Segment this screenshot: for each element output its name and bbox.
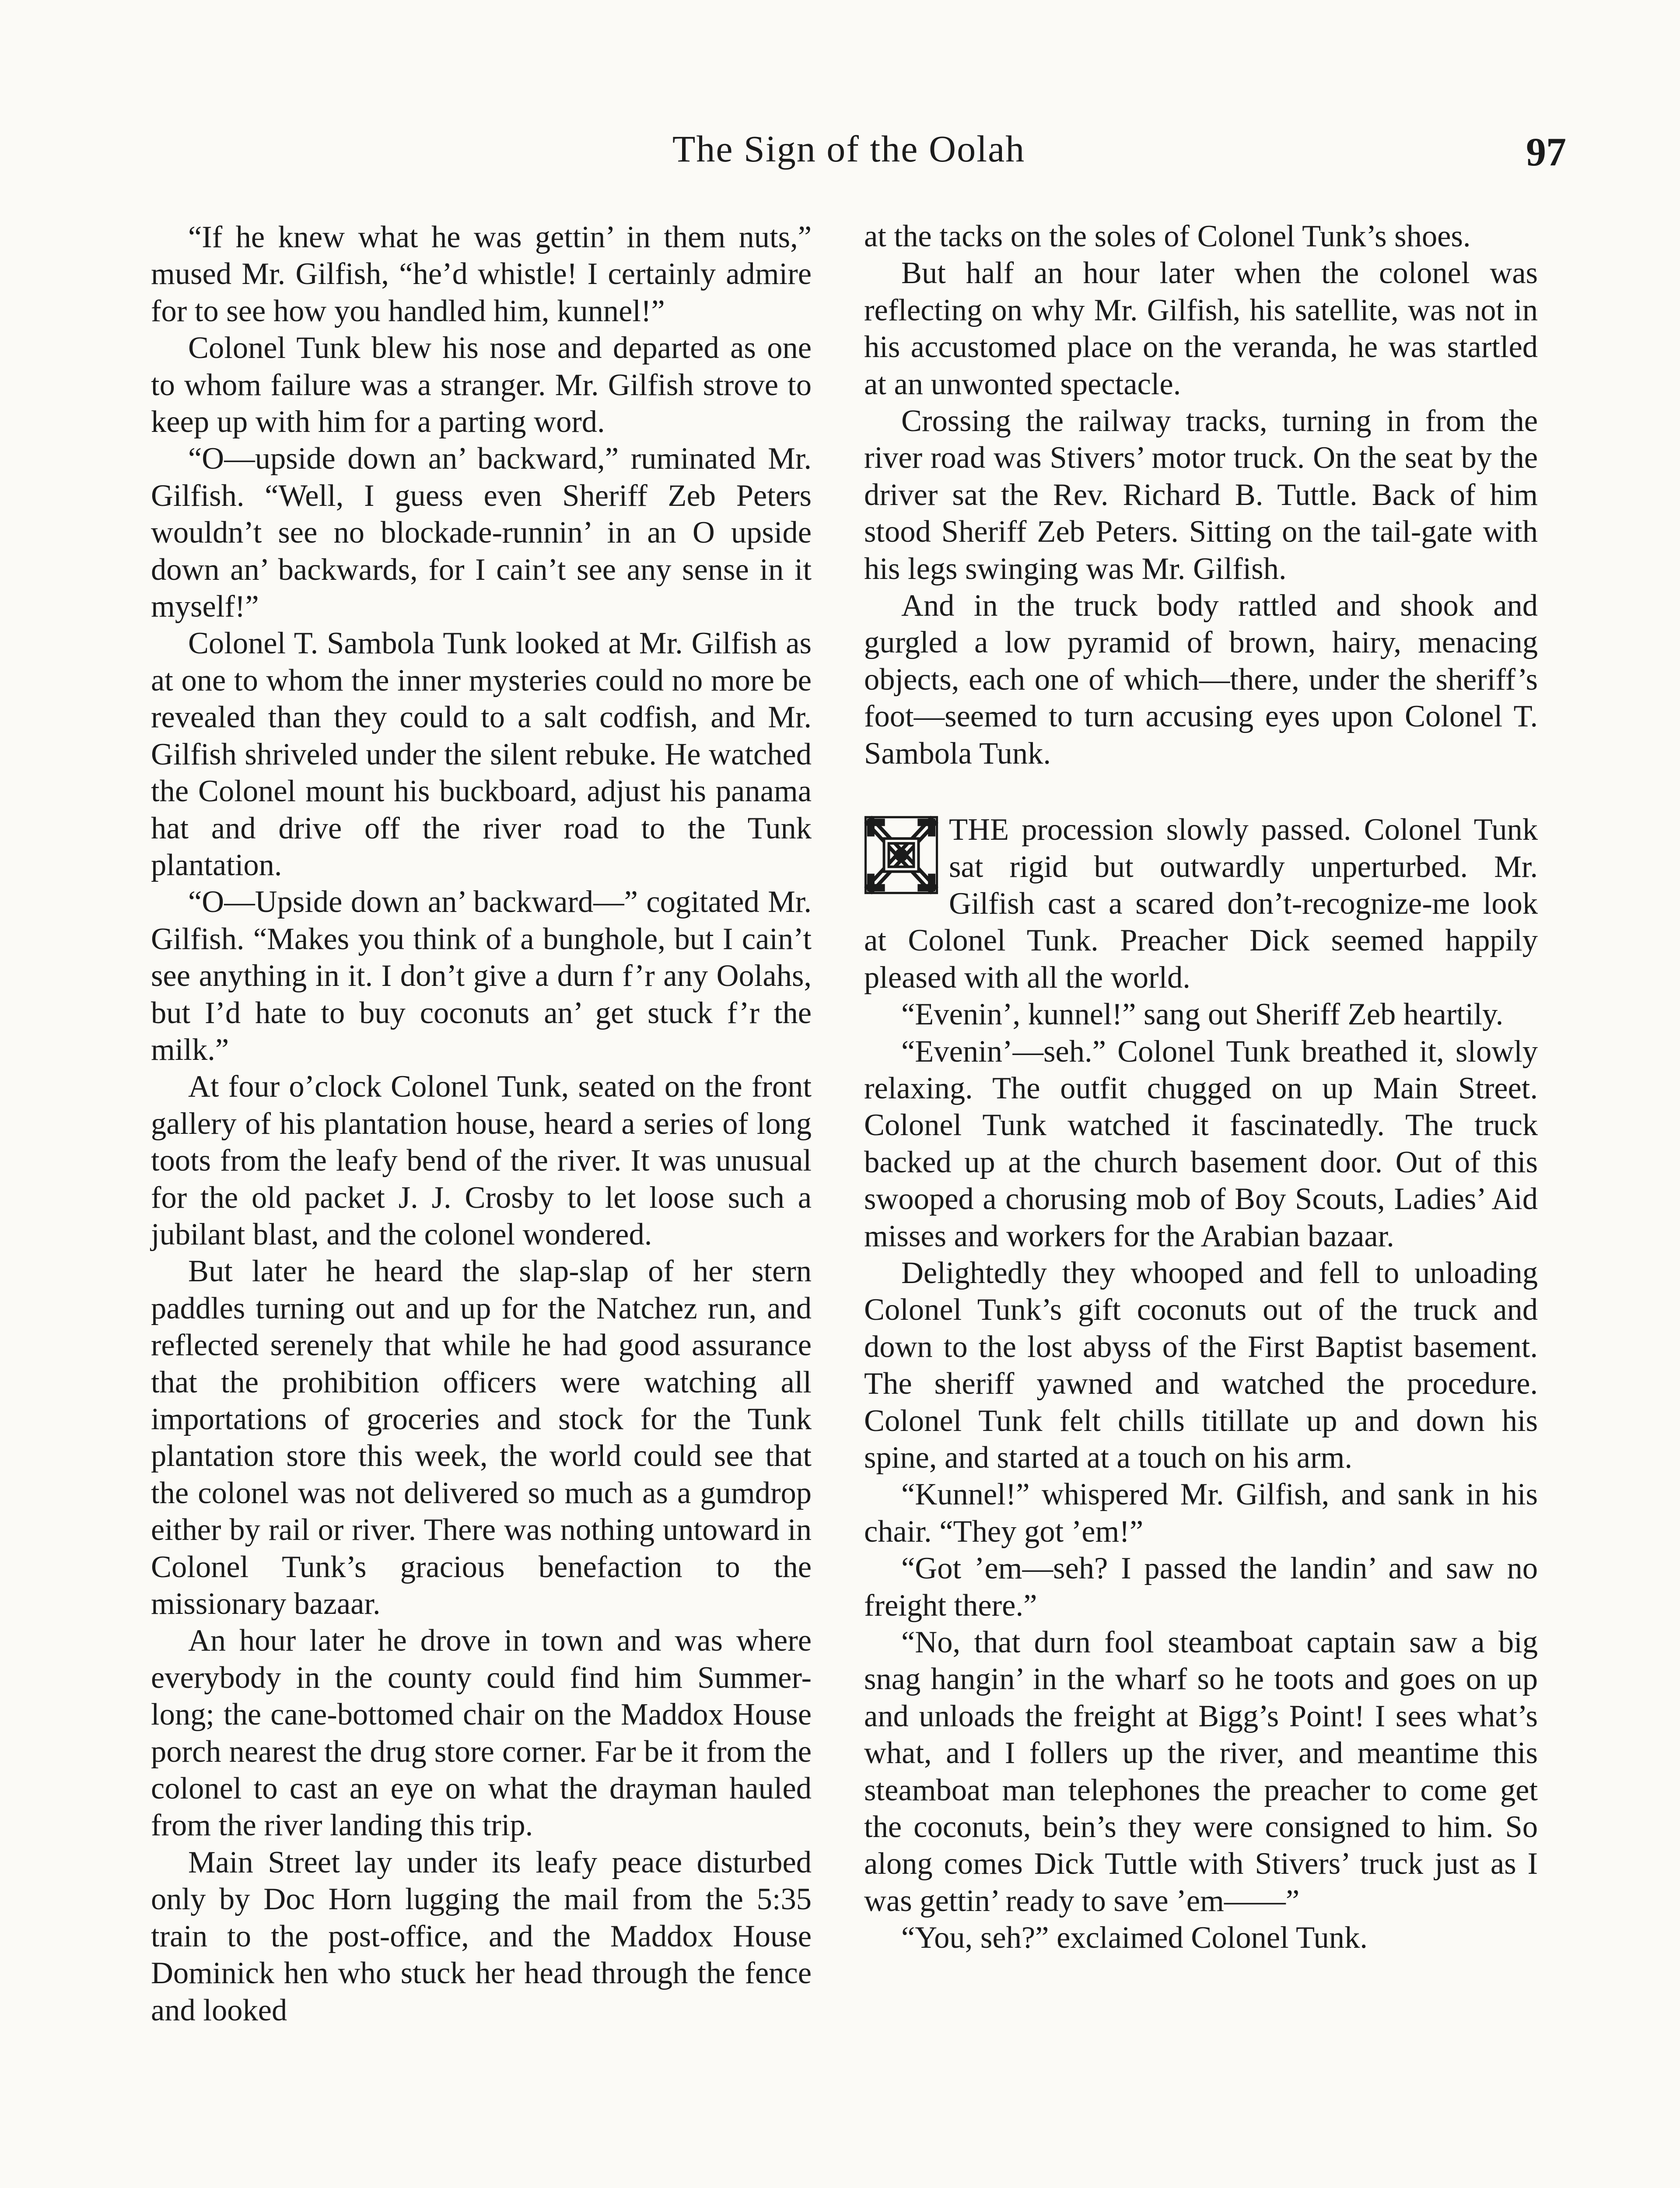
right-column — [864, 218, 1538, 1957]
running-title: The Sign of the Oolah — [672, 128, 1026, 170]
paragraph: And in the truck body rattled and shook and gurgled a low pyramid of brown, hairy, menacing objects, each one of which—there, under the sheriff’s foot—seemed to turn accusing eyes upon Colonel T. Sambola Tunk. — [864, 589, 1538, 771]
paragraph: “Got ’em—seh? I passed the landin’ and saw no freight there.” — [864, 1551, 1538, 1623]
section-opening-paragraph: THE procession slowly passed. Colonel Tunk sat rigid but outwardly unperturbed. Mr. Gilfish cast a scared don’t-recognize-me look at Colonel Tunk. Preacher Dick seemed happily pleased with all the world. — [864, 813, 1538, 995]
page-number: 97 — [1526, 130, 1566, 174]
paragraph: “Evenin’—seh.” Colonel Tunk breathed it, slowly relaxing. The outfit chugged on up Main Street. Colonel Tunk watched it fascinatedly. The truck backed up at the church basement door. Out of this swooped a chorusing mob of Boy Scouts, Ladies’ Aid misses and workers for the Arabian bazaar. — [864, 1034, 1538, 1253]
paragraph: “You, seh?” exclaimed Colonel Tunk. — [901, 1921, 1368, 1955]
paragraph: But half an hour later when the colonel was reflecting on why Mr. Gilfish, his satellite, was not in his accustomed place on the veranda, he was startled at an unwonted spectacle. — [864, 256, 1538, 401]
paragraph: An hour later he drove in town and was where everybody in the county could find him Summer-long; the cane-bottomed chair on the Maddox House porch nearest the drug store corner. Far be it from the colonel to cast an eye on what the drayman hauled from the river landing this trip. — [151, 1623, 812, 1843]
running-head — [0, 127, 1680, 179]
section-break — [864, 772, 1538, 811]
paragraph: But later he heard the slap-slap of her stern paddles turning out and up for the Natchez run, and reflected serenely that while he had good assurance that the prohibition officers were watching all importations of groceries and stock for the Tunk plantation store this week, the world could see that the colonel was not delivered so much as a gumdrop either by rail or river. There was nothing untoward in Colonel Tunk’s gracious benefaction to the missionary bazaar. — [151, 1254, 812, 1621]
paragraph: Crossing the railway tracks, turning in from the river road was Stivers’ motor truck. On the seat by the driver sat the Rev. Richard B. Tuttle. Back of him stood Sheriff Zeb Peters. Sitting on the tail-gate with his legs swinging was Mr. Gilfish. — [864, 404, 1538, 586]
left-column — [151, 219, 812, 2029]
paragraph: “If he knew what he was gettin’ in them nuts,” mused Mr. Gilfish, “he’d whistle! I certainly admire for to see how you handled him, kunnel!” — [151, 220, 812, 328]
paragraph: Delightedly they whooped and fell to unloading Colonel Tunk’s gift coconuts out of the truck and down to the lost abyss of the First Baptist basement. The sheriff yawned and watched the procedure. Colonel Tunk felt chills titillate up and down his spine, and started at a touch on his arm. — [864, 1255, 1538, 1475]
paragraph: “No, that durn fool steamboat captain saw a big snag hangin’ in the wharf so he toots and goes on up and unloads the freight at Bigg’s Point! I sees what’s what, and I follers up the river, and meantime this steamboat man telephones the preacher to come get the coconuts, bein’s they were consigned to him. So along comes Dick Tuttle with Stivers’ truck just as I was gettin’ ready to save ’em——” — [864, 1625, 1538, 1918]
section-opening — [864, 811, 1538, 996]
paragraph: “O—Upside down an’ backward—” cogitated Mr. Gilfish. “Makes you think of a bunghole, but I cain’t see anything in it. I don’t give a durn f’r any Oolahs, but I’d hate to buy coconuts an’ get stuck f’r the milk.” — [151, 885, 812, 1067]
paragraph: “Kunnel!” whispered Mr. Gilfish, and sank in his chair. “They got ’em!” — [864, 1477, 1538, 1549]
paragraph: Colonel Tunk blew his nose and departed as one to whom failure was a stranger. Mr. Gilfish strove to keep up with him for a parting word. — [151, 331, 812, 439]
paragraph: Main Street lay under its leafy peace disturbed only by Doc Horn lugging the mail from the 5:35 train to the post-office, and the Maddox House Dominick hen who stuck her head through the fence and looked — [151, 1845, 812, 2027]
paragraph: Colonel T. Sambola Tunk looked at Mr. Gilfish as at one to whom the inner mysteries could no more be revealed than they could to a salt codfish, and Mr. Gilfish shriveled under the silent rebuke. He watched the Colonel mount his buckboard, adjust his panama hat and drive off the river road to the Tunk plantation. — [151, 626, 812, 882]
celtic-knot-ornament-icon — [864, 816, 938, 894]
paragraph: At four o’clock Colonel Tunk, seated on the front gallery of his plantation house, heard a series of long toots from the leafy bend of the river. It was unusual for the old packet J. J. Crosby to let loose such a jubilant blast, and the colonel wondered. — [151, 1069, 812, 1252]
paragraph-continuation: at the tacks on the soles of Colonel Tunk’s shoes. — [864, 219, 1471, 253]
paragraph: “O—upside down an’ backward,” ruminated Mr. Gilfish. “Well, I guess even Sheriff Zeb Peters wouldn’t see no blockade-runnin’ in an O upside down an’ backwards, for I cain’t see any sense in it myself!” — [151, 442, 812, 624]
paragraph: “Evenin’, kunnel!” sang out Sheriff Zeb heartily. — [901, 997, 1504, 1032]
